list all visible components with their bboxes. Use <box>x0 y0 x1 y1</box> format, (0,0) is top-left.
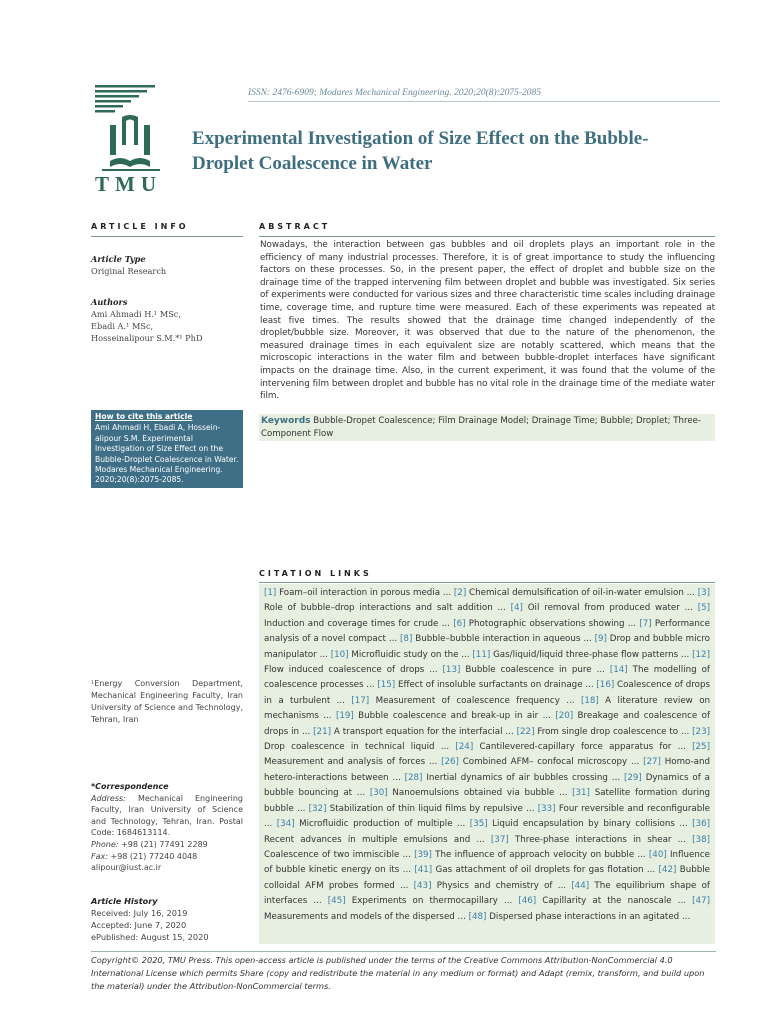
correspondence-email[interactable]: alipour@iust.ac.ir <box>91 863 162 873</box>
citation-text: The equilibrium shape of interfaces ... <box>264 880 710 907</box>
citation-text: Role of bubble–drop interactions and salt addition ... <box>264 603 511 614</box>
history-published: ePublished: August 15, 2020 <box>91 932 209 942</box>
citation-text: Dispersed phase interactions in an agitated ... <box>486 911 691 922</box>
citation-text: Chemical demulsification of oil-in-water emulsion ... <box>466 588 698 598</box>
citation-text: Microfluidic study on the ... <box>348 649 473 660</box>
citation-text: From single drop coalescence to ... <box>534 726 693 737</box>
citation-text: Bubble coalescence in pure ... <box>460 665 610 676</box>
citation-number[interactable]: [8] <box>400 634 413 645</box>
citation-text: Homo-and hetero-interactions between ... <box>264 757 710 783</box>
citation-links-box <box>259 584 715 944</box>
affiliation: ¹Energy Conversion Department, Mechanical Engineering Faculty, Iran University of Science and Technology, Tehran, Iran <box>91 679 243 724</box>
citation-link[interactable] <box>331 650 473 660</box>
citation-text: A transport equation for the interfacial ... <box>331 726 517 737</box>
citation-text: Bubble coalescence and break-up in air ... <box>353 711 556 722</box>
citation-link[interactable] <box>491 835 692 845</box>
article-title <box>192 126 702 176</box>
citation-text: Combined AFM– confocal microscopy ... <box>458 757 644 768</box>
citation-link[interactable] <box>454 588 698 598</box>
citation-number[interactable]: [10] <box>330 649 349 660</box>
address-label: Address: <box>91 793 126 803</box>
citation-text: The influence of approach velocity on bubble ... <box>431 849 649 860</box>
history-received: Received: July 16, 2019 <box>91 908 188 918</box>
correspondence-phone <box>91 839 243 851</box>
keywords-box <box>259 414 715 441</box>
citation-text: Gas/liquid/liquid three-phase flow patterns ... <box>490 649 693 660</box>
citation-link[interactable] <box>511 603 698 613</box>
footer-divider <box>91 951 716 952</box>
abstract-text: Nowadays, the interaction between gas bubbles and oil droplets plays an important role in the efficiency of many industrial processes. Therefore, it is of great importance to study the influencing factors on these processes. So, in the present paper, the effect of droplet and bubble size on the drainage time of the trapped intervening film between droplet and bubble was investigated. Six series of experiments were conducted for various sizes and three characteristic time scales including drainage time, coverage time, and rupture time were measured. Each of these experiments was repeated at least five times. The results showed that the drainage time changed independently of the droplet/bubble size. Moreover, it was observed that due to the nature of the phenomenon, the measured drainage times in each equivalent size are notably scattered, which means that the microscopic interactions in the water film and between bubble-droplet interfaces have significant impacts on the drainage time. Also, in the current experiment, it was found that the volume of the intervening film between droplet and bubble has no vital role in the drainage time of the mediate water film. <box>260 240 715 402</box>
authors-block <box>91 296 243 344</box>
address-value: Mechanical Engineering Faculty, Iran University of Science and Technology, Tehran, Iran. Postal Code: 1684613114. <box>91 793 243 838</box>
citation-text: Satellite formation during bubble ... <box>264 788 711 814</box>
citation-text: Inertial dynamics of air bubbles crossing ... <box>422 772 624 783</box>
citation-text: Experiments on thermocapillary ... <box>345 896 519 907</box>
citation-text: Drop coalescence in technical liquid ... <box>264 742 456 753</box>
article-type-value: Original Research <box>91 266 167 276</box>
phone-label: Phone: <box>91 839 119 849</box>
correspondence-address <box>91 793 243 839</box>
article-type-block <box>91 253 243 277</box>
citation-number[interactable]: [6] <box>453 618 466 629</box>
citation-number[interactable]: [25] <box>692 742 710 753</box>
citation-number[interactable]: [35] <box>469 819 488 830</box>
citation-text: Measurement of coalescence frequency ... <box>369 695 581 706</box>
fax-label: Fax: <box>91 851 108 861</box>
how-to-cite-box <box>91 410 243 488</box>
citation-text: Breakage and coalescence of drops in ... <box>264 711 710 737</box>
citation-link[interactable] <box>518 896 692 906</box>
citation-text: Bubble colloidal AFM probes formed ... <box>264 865 711 891</box>
citation-link[interactable] <box>264 588 454 598</box>
citation-number[interactable]: [12] <box>692 649 710 660</box>
citation-number[interactable]: [18] <box>580 695 599 706</box>
article-type-label: Article Type <box>91 254 146 264</box>
citation-text: Influence of bubble kinetic energy on its ... <box>264 849 711 876</box>
citation-text: Liquid encapsulation by binary collisions ... <box>487 819 693 830</box>
citation-number[interactable]: [11] <box>472 649 491 660</box>
citation-number[interactable]: [44] <box>571 880 590 891</box>
title-line-2: Droplet Coalescence in Water <box>192 153 433 174</box>
copyright-footer: Copyright© 2020, TMU Press. This open-access article is published under the terms of the Creative Commons Attribution-NonCommercial 4.0 International License which permits Share (copy and redistribute the material in any medium or format) and Adapt (remix, transform, and build upon the material) under the Attribution-NonCommercial terms. <box>91 955 705 991</box>
citation-link[interactable] <box>472 650 692 660</box>
issn-line: ISSN: 2476-6909; Modares Mechanical Engineering. 2020;20(8):2075-2085 <box>248 88 542 98</box>
citation-text: Recent advances in multiple emulsions and ... <box>264 834 491 845</box>
citation-text: Measurement and analysis of forces ... <box>264 757 442 768</box>
citation-number[interactable]: [17] <box>351 695 370 706</box>
citation-number[interactable]: [32] <box>308 803 327 814</box>
citation-text: Coalescence of drops in a turbulent ... <box>264 680 710 706</box>
citation-number[interactable]: [34] <box>276 819 295 830</box>
citation-number[interactable]: [14] <box>609 665 628 676</box>
author-1: Ami Ahmadi H.¹ MSc, <box>91 309 181 319</box>
citation-number[interactable]: [40] <box>648 849 667 860</box>
citation-link[interactable] <box>370 788 572 798</box>
citation-text: Drop and bubble micro manipulator ... <box>264 634 710 660</box>
tmu-logo <box>92 85 182 195</box>
citation-link[interactable] <box>443 665 610 675</box>
citation-number[interactable]: [9] <box>594 634 607 645</box>
citation-number[interactable]: [46] <box>518 896 537 907</box>
citation-number[interactable]: [23] <box>692 726 710 737</box>
keywords-text: Bubble-Dropet Coalescence; Film Drainage Model; Drainage Time; Bubble; Droplet; Three-Component Flow <box>261 416 702 439</box>
correspondence-label: *Correspondence <box>91 782 169 791</box>
citation-link[interactable] <box>414 865 658 875</box>
citation-number[interactable]: [31] <box>572 788 590 799</box>
fax-value: +98 (21) 77240 4048 <box>110 851 198 861</box>
citation-number[interactable]: [33] <box>537 803 556 814</box>
tmu-logo-icon <box>92 85 182 195</box>
citation-text: Photographic observations showing ... <box>465 618 640 629</box>
citation-link[interactable] <box>377 680 596 690</box>
citation-link[interactable] <box>470 819 692 829</box>
citation-text: Four reversible and reconfigurable ... <box>264 803 711 830</box>
article-history-block <box>91 895 243 943</box>
citation-number[interactable]: [45] <box>327 896 346 907</box>
citation-number[interactable]: [20] <box>555 711 574 722</box>
citation-text: Nanoemulsions obtained via bubble ... <box>387 788 573 799</box>
citation-number[interactable]: [28] <box>404 772 423 783</box>
citation-text: Three-phase interactions in shear ... <box>508 834 693 845</box>
citation-number[interactable]: [13] <box>442 665 461 676</box>
citation-number[interactable]: [7] <box>639 618 652 629</box>
citation-text: A literature review on mechanisms ... <box>264 695 711 722</box>
svg-text:TMU: TMU <box>95 172 162 195</box>
citation-link[interactable] <box>414 881 572 891</box>
citation-text: Gas attachment of oil droplets for gas flotation ... <box>432 865 659 876</box>
citation-number[interactable]: [24] <box>455 742 474 753</box>
citation-number[interactable]: [39] <box>414 849 432 860</box>
citation-number[interactable]: [37] <box>490 834 509 845</box>
abstract-heading: ABSTRACT <box>259 222 331 231</box>
citation-text: Oil removal from produced water ... <box>522 603 698 614</box>
citation-links-heading: CITATION LINKS <box>259 569 372 578</box>
citation-link[interactable] <box>405 773 624 783</box>
citation-number[interactable]: [43] <box>413 880 432 891</box>
citation-number[interactable]: [38] <box>692 834 710 845</box>
citation-text: Physics and chemistry of ... <box>431 880 572 891</box>
author-2: Ebadi A.¹ MSc, <box>91 321 154 331</box>
citation-link[interactable] <box>469 912 691 922</box>
citation-link[interactable] <box>517 727 693 737</box>
citation-text: Microfluidic production of multiple ... <box>294 819 470 830</box>
citation-number[interactable]: [48] <box>468 911 487 922</box>
citation-link[interactable] <box>441 757 643 767</box>
citation-link[interactable] <box>351 696 581 706</box>
how-to-cite-text: Ami Ahmadi H, Ebadi A, Hossein-alipour S.M. Experimental Investigation of Size Effect on the Bubble-Droplet Coalescence in Water. Modares Mechanical Engineering. 2020;20(8):2075-2085. <box>95 423 239 485</box>
history-accepted: Accepted: June 7, 2020 <box>91 920 187 930</box>
citation-number[interactable]: [29] <box>623 772 642 783</box>
author-3: Hosseinalipour S.M.*¹ PhD <box>91 333 203 343</box>
citation-number[interactable]: [3] <box>697 588 710 598</box>
citation-link[interactable] <box>313 727 516 737</box>
authors-label: Authors <box>91 297 128 307</box>
citation-number[interactable]: [22] <box>516 726 535 737</box>
citation-text: Capillarity at the nanoscale ... <box>536 896 693 907</box>
citation-number[interactable]: [27] <box>643 757 661 768</box>
phone-value: +98 (21) 77491 2289 <box>121 839 208 849</box>
how-to-cite-title[interactable]: How to cite this article <box>95 412 193 421</box>
citation-number[interactable]: [4] <box>510 603 523 614</box>
citation-text: Coalescence of two immiscible ... <box>264 849 415 860</box>
abstract-rule <box>259 236 715 237</box>
citation-number[interactable]: [19] <box>335 711 354 722</box>
citation-number[interactable]: [5] <box>697 603 711 614</box>
citation-number[interactable]: [15] <box>377 680 396 691</box>
keywords-label: Keywords <box>261 416 311 426</box>
citation-link[interactable] <box>414 850 649 860</box>
citation-number[interactable]: [21] <box>313 726 331 737</box>
correspondence-fax <box>91 851 243 863</box>
citation-text: Stabilization of thin liquid films by repulsive ... <box>326 803 538 814</box>
citation-link[interactable] <box>455 742 692 752</box>
article-info-rule <box>91 236 243 237</box>
correspondence-block <box>91 781 243 874</box>
citation-text: The modelling of coalescence processes ... <box>264 665 710 691</box>
citation-number[interactable]: [30] <box>369 788 388 799</box>
citation-text: Performance analysis of a novel compact ... <box>264 618 710 645</box>
header-divider <box>248 101 720 102</box>
citation-text: Bubble–bubble interaction in aqueous ... <box>412 634 595 645</box>
citation-text: Dynamics of a bubble bouncing at ... <box>264 772 710 799</box>
history-label: Article History <box>91 896 158 906</box>
citation-link[interactable] <box>309 804 538 814</box>
citation-text: Foam–oil interaction in porous media ... <box>276 588 454 598</box>
citation-links-rule <box>259 582 715 583</box>
citation-link[interactable] <box>453 619 639 629</box>
citation-link[interactable] <box>277 819 470 829</box>
citation-link[interactable] <box>400 634 595 644</box>
citation-text: Cantilevered-capillary force apparatus for ... <box>473 742 693 753</box>
citation-number[interactable]: [42] <box>658 865 677 876</box>
citation-number[interactable]: [26] <box>441 757 459 768</box>
article-info-heading: ARTICLE INFO <box>91 222 189 231</box>
citation-link[interactable] <box>336 711 555 721</box>
citation-text: Induction and coverage times for crude ... <box>264 618 454 629</box>
citation-number[interactable]: [47] <box>692 896 710 907</box>
citation-text: Flow induced coalescence of drops ... <box>264 665 443 676</box>
citation-link[interactable] <box>328 896 519 906</box>
citation-number[interactable]: [2] <box>453 588 467 598</box>
citation-text: Effect of insoluble surfactants on drainage ... <box>395 680 597 691</box>
citation-number[interactable]: [1] <box>264 588 277 598</box>
citation-number[interactable]: [36] <box>692 819 710 830</box>
citation-number[interactable]: [41] <box>414 865 433 876</box>
title-line-1: Experimental Investigation of Size Effect on the Bubble- <box>192 128 649 149</box>
citation-text: Measurements and models of the dispersed ... <box>264 911 469 922</box>
citation-number[interactable]: [16] <box>596 680 615 691</box>
